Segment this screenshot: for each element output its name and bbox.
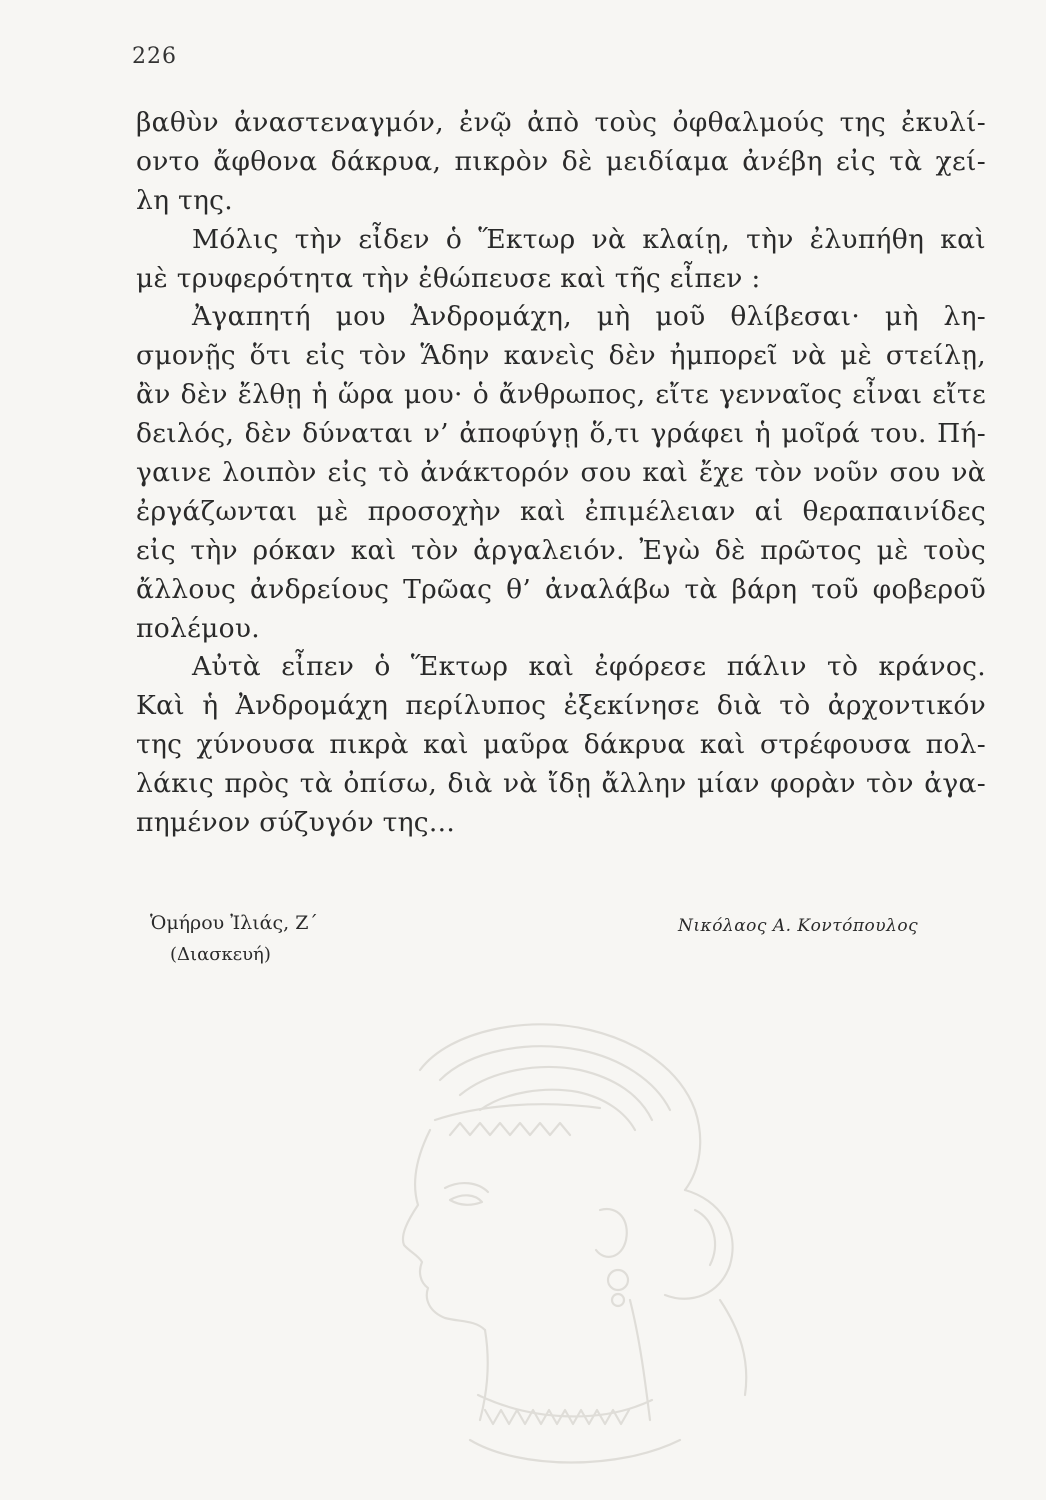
- text-line: πολέμου.: [136, 612, 261, 644]
- text-line: ἐργάζωνται μὲ προσοχὴν καὶ ἐπιμέλειαν αἱ θεραπαινίδες: [136, 495, 986, 527]
- text-line: Αὐτὰ εἶπεν ὁ Ἕκτωρ καὶ ἐφόρεσε πάλιν τὸ κράνος.: [192, 651, 986, 683]
- text-line: λη της.: [136, 184, 233, 216]
- body-text: [136, 104, 986, 843]
- page-number: 226: [132, 44, 177, 69]
- text-line: βαθὺν ἀναστεναγμόν, ἐνῷ ἀπὸ τοὺς ὀφθαλμούς της ἐκυλί-: [136, 107, 986, 138]
- text-line: γαινε λοιπὸν εἰς τὸ ἀνάκτορόν σου καὶ ἔχε τὸν νοῦν σου νὰ: [136, 457, 986, 489]
- text-line: μὲ τρυφερότητα τὴν ἐθώπευσε καὶ τῆς εἶπεν :: [136, 262, 761, 294]
- text-line: λάκις πρὸς τὰ ὀπίσω, διὰ νὰ ἴδῃ ἄλλην μίαν φορὰν τὸν ἀγα-: [136, 768, 986, 800]
- text-line: δειλός, δὲν δύναται ν’ ἀποφύγῃ ὅ,τι γράφει ἡ μοῖρά του. Πή-: [136, 418, 986, 450]
- text-line: Καὶ ἡ Ἀνδρομάχη περίλυπος ἐξεκίνησε διὰ τὸ ἀρχοντικόν: [136, 690, 986, 722]
- text-line: εἰς τὴν ρόκαν καὶ τὸν ἀργαλειόν. Ἐγὼ δὲ πρῶτος μὲ τοὺς: [136, 534, 986, 566]
- greek-woman-profile-icon: [300, 1000, 820, 1480]
- text-line: οντο ἄφθονα δάκρυα, πικρὸν δὲ μειδίαμα ἀνέβη εἰς τὰ χεί-: [136, 145, 986, 177]
- author-name: Νικόλαος Α. Κοντόπουλος: [678, 916, 919, 936]
- text-line: σμονῇς ὅτι εἰς τὸν Ἅδην κανεὶς δὲν ἠμπορεῖ νὰ μὲ στείλῃ,: [136, 340, 986, 372]
- attribution: [150, 912, 950, 982]
- source-title: Ὁμήρου Ἰλιάς, Ζ΄: [150, 912, 318, 934]
- text-line: της χύνουσα πικρὰ καὶ μαῦρα δάκρυα καὶ στρέφουσα πολ-: [136, 729, 986, 761]
- text-line: πημένον σύζυγόν της...: [136, 807, 456, 839]
- text-line: ἄλλους ἀνδρείους Τρῶας θ’ ἀναλάβω τὰ βάρη τοῦ φοβεροῦ: [136, 573, 986, 605]
- source-note: (Διασκευή): [170, 944, 271, 965]
- text-line: ἂν δὲν ἔλθῃ ἡ ὥρα μου· ὁ ἄνθρωπος, εἴτε γενναῖος εἶναι εἴτε: [136, 379, 986, 411]
- text-line: Ἀγαπητή μου Ἀνδρομάχη, μὴ μοῦ θλίβεσαι· μὴ λη-: [192, 301, 986, 333]
- text-line: Μόλις τὴν εἶδεν ὁ Ἕκτωρ νὰ κλαίῃ, τὴν ἐλυπήθη καὶ: [192, 223, 986, 255]
